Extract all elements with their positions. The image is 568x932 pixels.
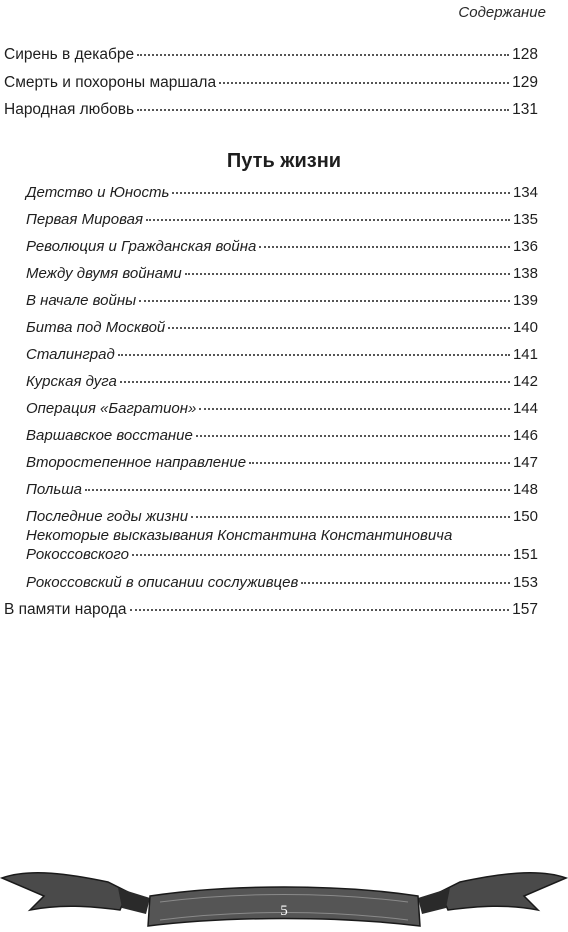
toc-entry-title-line2: Рокоссовского xyxy=(26,546,129,563)
dot-leader xyxy=(199,407,510,410)
dot-leader xyxy=(137,53,509,56)
dot-leader xyxy=(168,326,510,329)
dot-leader xyxy=(120,380,510,383)
toc-entry-title: Смерть и похороны маршала xyxy=(4,74,217,91)
toc-entry-title: Битва под Москвой xyxy=(26,319,166,336)
toc-entry-title: Курская дуга xyxy=(26,373,117,390)
toc-entry-page: 148 xyxy=(512,481,538,498)
toc-entry-page: 131 xyxy=(512,101,538,118)
toc-entry[interactable] xyxy=(26,546,538,564)
dot-leader xyxy=(85,488,510,491)
toc-entry-page: 151 xyxy=(512,546,538,563)
toc-entry-title: Рокоссовский в описании сослуживцев xyxy=(26,574,299,591)
toc-entry-title: Между двумя войнами xyxy=(26,265,182,282)
toc-entry-title: Варшавское восстание xyxy=(26,427,193,444)
toc-entry[interactable] xyxy=(26,292,538,310)
toc-entry-page: 128 xyxy=(512,46,538,63)
toc-entry-title-line1[interactable]: Некоторые высказывания Константина Константиновича xyxy=(26,527,453,544)
dot-leader xyxy=(191,515,510,518)
toc-entry[interactable] xyxy=(26,427,538,445)
toc-entry-title: Операция «Багратион» xyxy=(26,400,197,417)
dot-leader xyxy=(249,461,510,464)
toc-entry[interactable] xyxy=(26,373,538,391)
toc-entry-page: 135 xyxy=(512,211,538,228)
toc-entry-title: Сталинград xyxy=(26,346,115,363)
toc-entry-page: 153 xyxy=(512,574,538,591)
toc-entry-page: 142 xyxy=(512,373,538,390)
toc-entry-page: 138 xyxy=(512,265,538,282)
toc-entry-title: Польша xyxy=(26,481,83,498)
toc-entry-page: 139 xyxy=(512,292,538,309)
toc-entry[interactable] xyxy=(26,400,538,418)
toc-entry[interactable] xyxy=(26,211,538,229)
toc-entry-page: 147 xyxy=(512,454,538,471)
toc-entry[interactable] xyxy=(26,184,538,202)
toc-entry-title: Детство и Юность xyxy=(26,184,170,201)
toc-entry-title: В начале войны xyxy=(26,292,137,309)
toc-entry-page: 134 xyxy=(512,184,538,201)
toc-entry-title: Народная любовь xyxy=(4,101,135,118)
toc-entry[interactable] xyxy=(4,601,538,619)
page-number: 5 xyxy=(280,903,288,919)
toc-entry[interactable] xyxy=(26,319,538,337)
toc-entry-page: 129 xyxy=(512,74,538,91)
toc-entry-title: Второстепенное направление xyxy=(26,454,247,471)
dot-leader xyxy=(139,299,510,302)
toc-entry[interactable] xyxy=(26,574,538,592)
toc-entry-page: 150 xyxy=(512,508,538,525)
toc-entry[interactable] xyxy=(4,74,538,92)
toc-entry[interactable] xyxy=(26,481,538,499)
toc-entry-title: В памяти народа xyxy=(4,601,127,618)
toc-entry[interactable] xyxy=(26,454,538,472)
toc-entry[interactable] xyxy=(26,238,538,256)
dot-leader xyxy=(130,608,510,611)
toc-entry-title: Сирень в декабре xyxy=(4,46,135,63)
toc-entry-page: 144 xyxy=(512,400,538,417)
toc-entry-page: 141 xyxy=(512,346,538,363)
toc-entry[interactable] xyxy=(4,46,538,64)
dot-leader xyxy=(118,353,510,356)
dot-leader xyxy=(196,434,510,437)
toc-entry[interactable] xyxy=(26,265,538,283)
toc-entry[interactable] xyxy=(26,346,538,364)
toc-entry-page: 136 xyxy=(512,238,538,255)
dot-leader xyxy=(301,581,510,584)
toc-entry-page: 140 xyxy=(512,319,538,336)
dot-leader xyxy=(146,218,510,221)
toc-entry-page: 157 xyxy=(512,601,538,618)
running-head: Содержание xyxy=(458,4,546,21)
toc-entry-title: Последние годы жизни xyxy=(26,508,189,525)
toc-entry-page: 146 xyxy=(512,427,538,444)
dot-leader xyxy=(219,81,509,84)
toc-entry-title: Первая Мировая xyxy=(26,211,143,228)
dot-leader xyxy=(137,108,509,111)
dot-leader xyxy=(185,272,510,275)
section-heading: Путь жизни xyxy=(226,150,342,172)
toc-entry-title: Революция и Гражданская война xyxy=(26,238,257,255)
toc-entry[interactable] xyxy=(26,508,538,526)
toc-entry[interactable] xyxy=(4,101,538,119)
dot-leader xyxy=(172,191,510,194)
dot-leader xyxy=(132,553,510,556)
dot-leader xyxy=(259,245,510,248)
